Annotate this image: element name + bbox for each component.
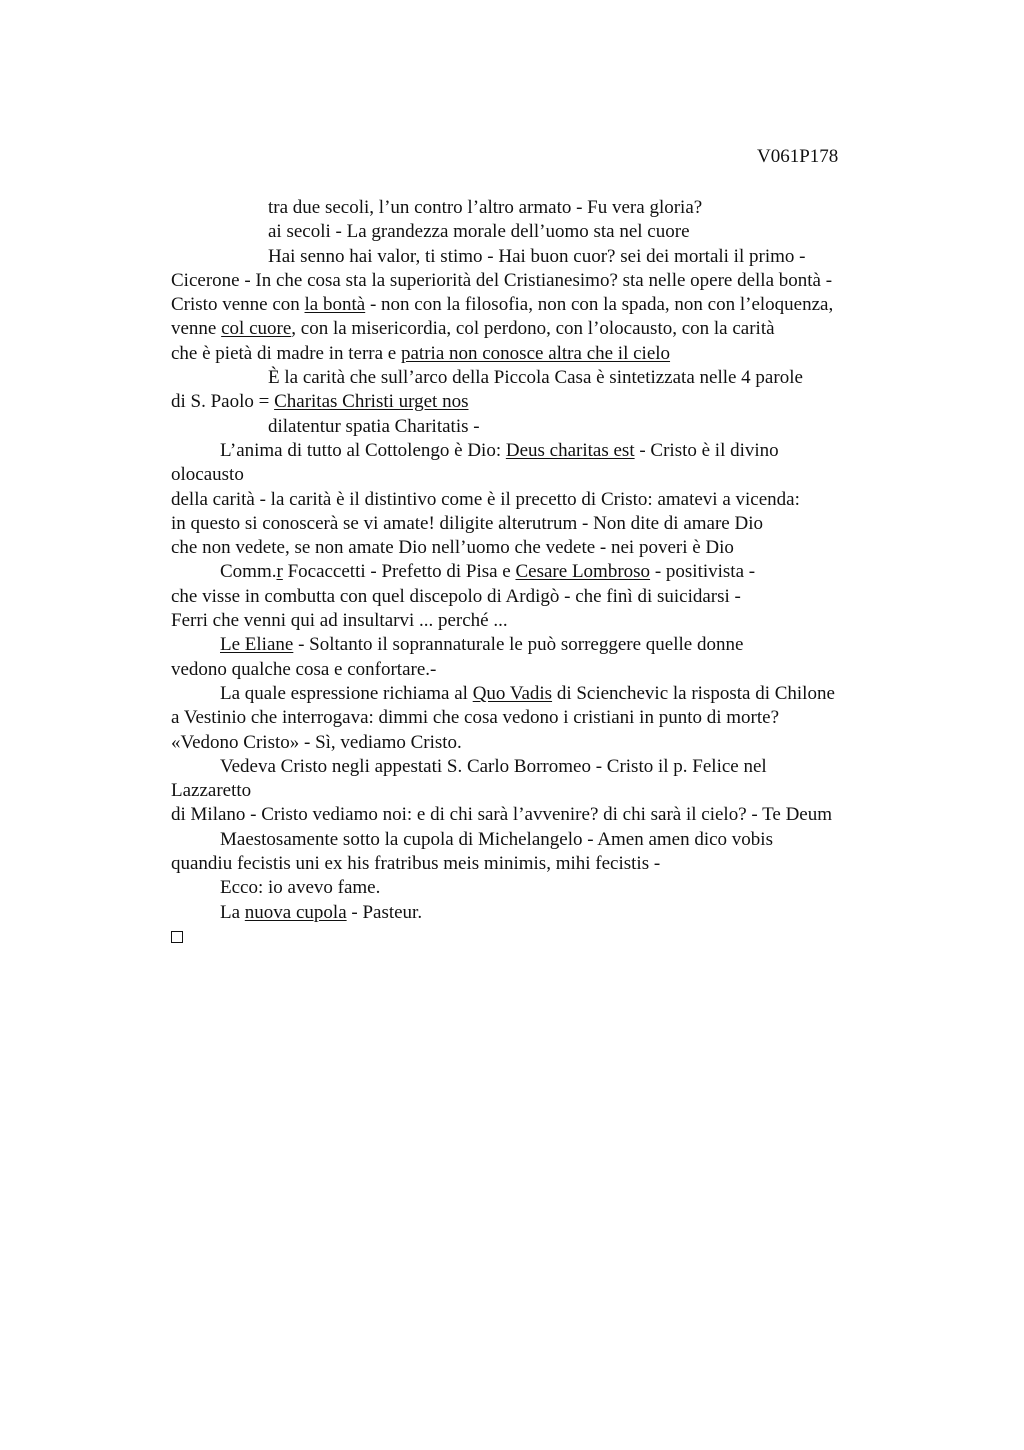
text-line (171, 560, 931, 584)
text-line: Ecco: io avevo fame. (220, 877, 381, 899)
text-run: di Scienchevic la risposta di Chilone (552, 682, 835, 704)
text-line (171, 390, 931, 414)
text-run: - Pasteur. (346, 901, 423, 923)
text-line (171, 317, 931, 341)
text-line: Maestosamente sotto la cupola di Michelangelo - Amen amen dico vobis (220, 828, 773, 850)
text-line: tra due secoli, l’un contro l’altro armato - Fu vera gloria? (268, 197, 703, 218)
text-line: che visse in combutta con quel discepolo di Ardigò - che finì di suicidarsi - (171, 585, 741, 607)
text-line (171, 293, 931, 317)
underlined-text: patria non conosce altra che il cielo (401, 342, 671, 364)
text-line (171, 633, 931, 657)
text-line: Hai senno hai valor, ti stimo - Hai buon cuor? sei dei mortali il primo - (268, 245, 806, 267)
text-line: dilatentur spatia Charitatis - (268, 415, 480, 437)
text-run: Comm. (220, 561, 277, 583)
text-run: - Cristo è il divino (634, 439, 779, 461)
underlined-text: col cuore (221, 318, 292, 340)
text-line: vedono qualche cosa e confortare.- (171, 658, 437, 680)
text-line (171, 342, 931, 366)
checkbox-icon (171, 931, 183, 943)
underlined-text: la bontà (304, 294, 366, 316)
text-run: La quale espressione richiama al (220, 682, 473, 704)
underlined-text: nuova cupola (244, 901, 347, 923)
text-line: della carità - la carità è il distintivo come è il precetto di Cristo: amatevi a vicenda: (171, 488, 800, 510)
underlined-text: Deus charitas est (505, 439, 635, 461)
text-line: «Vedono Cristo» - Sì, vediamo Cristo. (171, 731, 462, 753)
text-run: - Soltanto il soprannaturale le può sorreggere quelle donne (293, 634, 744, 656)
text-run: che è pietà di madre in terra e (171, 342, 401, 364)
text-line: di Milano - Cristo vediamo noi: e di chi sarà l’avvenire? di chi sarà il cielo? - Te Deum (171, 804, 833, 826)
text-line: ai secoli - La grandezza morale dell’uomo sta nel cuore (268, 221, 690, 243)
underlined-text: Le Eliane (220, 634, 294, 656)
page-identifier: V061P178 (757, 146, 839, 167)
text-run: - positivista - (650, 561, 756, 583)
text-line: Lazzaretto (171, 780, 252, 802)
text-line: È la carità che sull’arco della Piccola Casa è sintetizzata nelle 4 parole (268, 367, 803, 389)
text-run: Focaccetti - Prefetto di Pisa e (282, 561, 516, 583)
text-run: , con la misericordia, col perdono, con l’olocausto, con la carità (291, 318, 775, 340)
text-line: olocausto (171, 464, 244, 486)
text-line: quandiu fecistis uni ex his fratribus meis minimis, mihi fecistis - (171, 853, 661, 875)
underlined-text: Quo Vadis (472, 682, 553, 704)
text-line: Cicerone - In che cosa sta la superiorità del Cristianesimo? sta nelle opere della bontà - (171, 269, 833, 291)
text-run: di S. Paolo = (171, 391, 275, 413)
underlined-text: Cesare Lombroso (515, 561, 651, 583)
text-run: - non con la filosofia, non con la spada, non con l’eloquenza, (365, 294, 834, 316)
underlined-text: Charitas Christi urget nos (274, 391, 469, 413)
text-line (171, 901, 931, 925)
document-body (171, 196, 931, 949)
text-run: La (220, 901, 245, 923)
text-run: L’anima di tutto al Cottolengo è Dio: (220, 439, 506, 461)
text-run: venne (171, 318, 222, 340)
text-line: Vedeva Cristo negli appestati S. Carlo Borromeo - Cristo il p. Felice nel (220, 755, 767, 777)
underlined-text: r (276, 561, 283, 583)
text-line: in questo si conoscerà se vi amate! diligite alterutrum - Non dite di amare Dio (171, 512, 763, 534)
text-line (171, 439, 931, 463)
text-run: Cristo venne con (171, 294, 305, 316)
text-line: che non vedete, se non amate Dio nell’uomo che vedete - nei poveri è Dio (171, 537, 734, 559)
text-line: a Vestinio che interrogava: dimmi che cosa vedono i cristiani in punto di morte? (171, 707, 780, 729)
text-line: Ferri che venni qui ad insultarvi ... perché ... (171, 610, 508, 632)
checkbox-line (171, 925, 931, 949)
text-line (171, 682, 931, 706)
